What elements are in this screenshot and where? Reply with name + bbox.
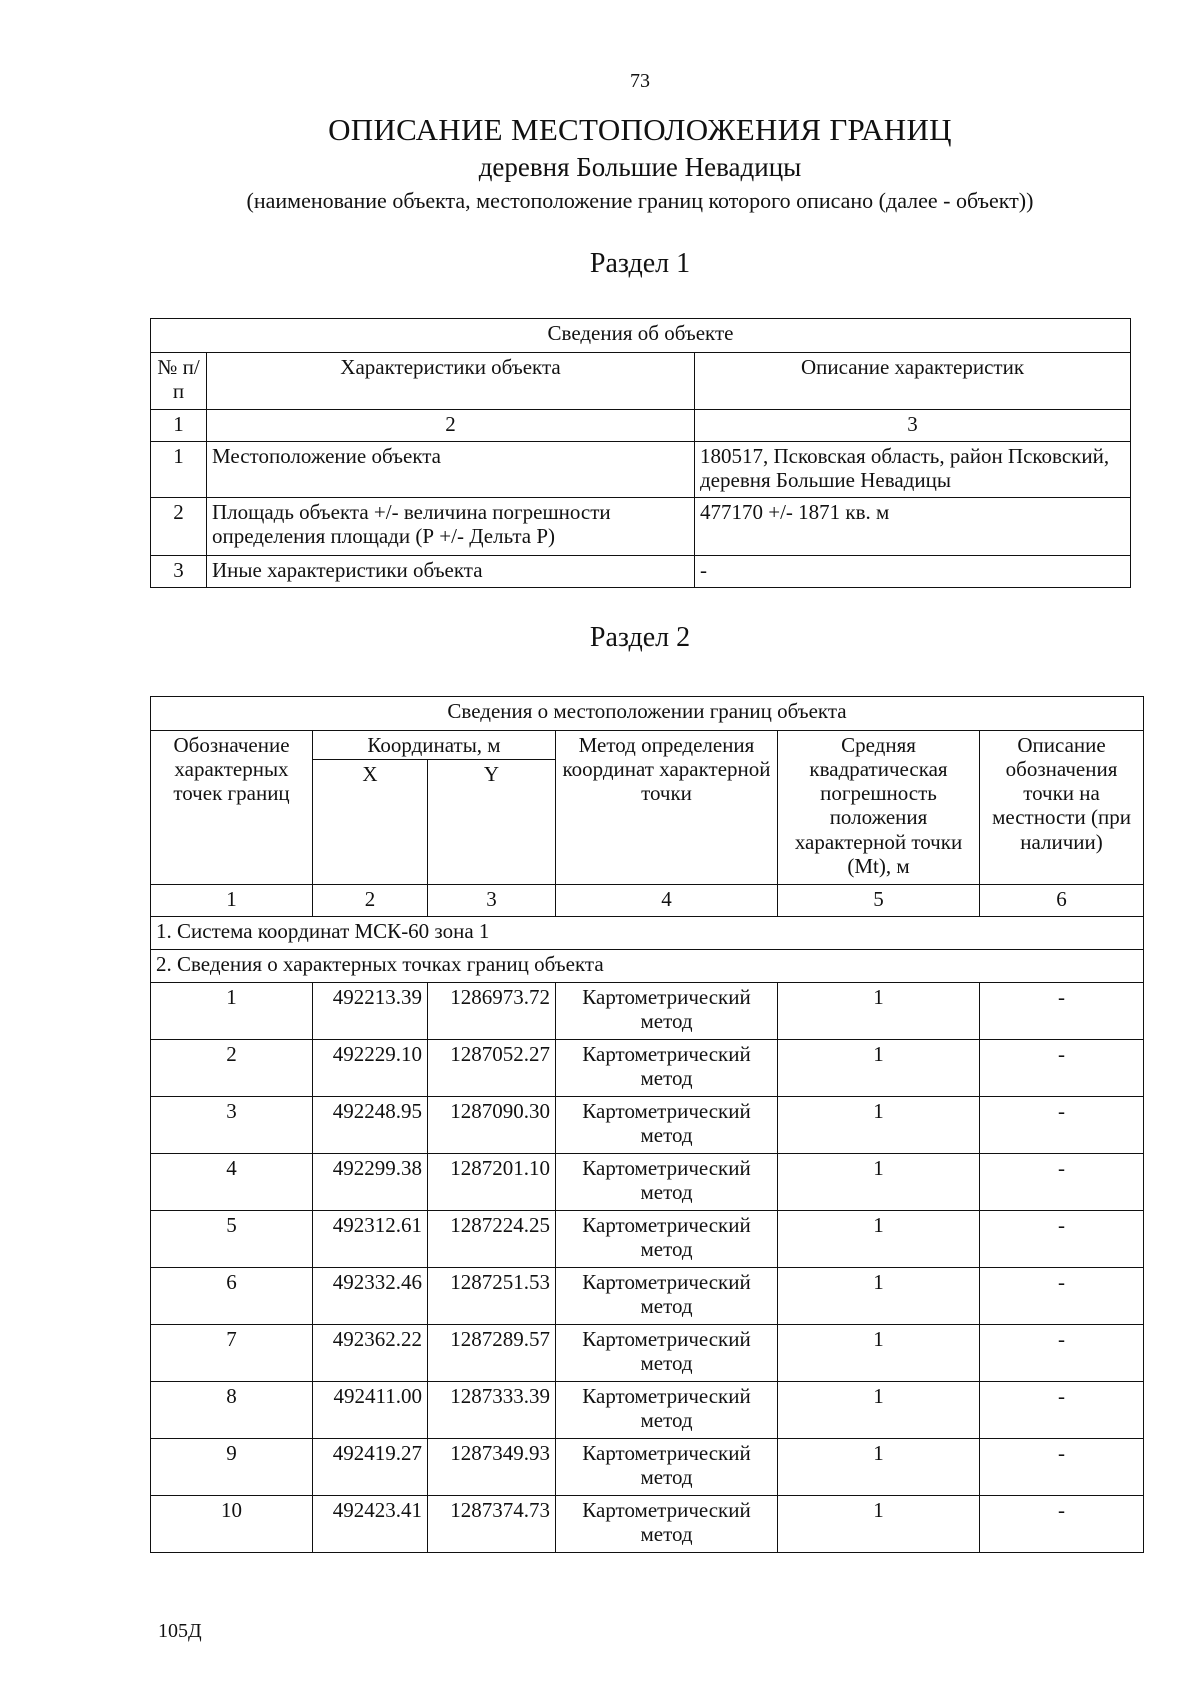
characteristic-value: 180517, Псковская область, район Псковский, деревня Большие Невадицы [695,442,1131,498]
characteristic-name: Местоположение объекта [207,442,695,498]
point-method: Картометрический метод [556,1097,778,1154]
point-number: 3 [151,1097,313,1154]
point-accuracy: 1 [778,1097,980,1154]
point-description: - [980,1040,1144,1097]
point-y: 1287090.30 [428,1097,556,1154]
page-number: 73 [630,70,650,92]
point-accuracy: 1 [778,983,980,1040]
points-caption: 2. Сведения о характерных точках границ объекта [151,950,1144,983]
table-row [151,1097,1144,1154]
point-x: 492362.22 [313,1325,428,1382]
point-accuracy: 1 [778,1325,980,1382]
point-y: 1287224.25 [428,1211,556,1268]
table-row [151,1325,1144,1382]
object-name-note: (наименование объекта, местоположение границ которого описано (далее - объект)) [246,188,1034,213]
point-description: - [980,983,1144,1040]
column-number: 3 [695,410,1131,442]
row-number: 1 [151,442,207,498]
table-row [151,1439,1144,1496]
point-description: - [980,1325,1144,1382]
header-coordinates: Координаты, м [313,731,556,760]
coordinate-system: 1. Система координат МСК-60 зона 1 [151,917,1144,950]
point-y: 1287289.57 [428,1325,556,1382]
column-number: 1 [151,410,207,442]
boundary-points-table [150,696,1144,1553]
point-description: - [980,1496,1144,1553]
point-x: 492213.39 [313,983,428,1040]
column-number: 2 [313,885,428,917]
section-2-heading: Раздел 2 [589,622,691,653]
table-caption: Сведения о местоположении границ объекта [151,697,1144,731]
characteristic-name: Площадь объекта +/- величина погрешности определения площади (Р +/- Дельта Р) [207,498,695,556]
header-description: Описание характеристик [695,353,1131,410]
point-accuracy: 1 [778,1154,980,1211]
header-method: Метод определения координат характерной точки [556,731,778,885]
point-method: Картометрический метод [556,1268,778,1325]
point-method: Картометрический метод [556,1382,778,1439]
characteristic-value: - [695,556,1131,588]
point-description: - [980,1211,1144,1268]
point-description: - [980,1382,1144,1439]
point-number: 5 [151,1211,313,1268]
point-x: 492332.46 [313,1268,428,1325]
point-y: 1287251.53 [428,1268,556,1325]
column-number: 1 [151,885,313,917]
point-accuracy: 1 [778,1268,980,1325]
point-description: - [980,1097,1144,1154]
header-y: Y [428,760,556,885]
header-x: X [313,760,428,885]
point-number: 2 [151,1040,313,1097]
table-row [151,442,1131,498]
footer-code: 105Д [158,1620,202,1642]
header-characteristics: Характеристики объекта [207,353,695,410]
document-title: ОПИСАНИЕ МЕСТОПОЛОЖЕНИЯ ГРАНИЦ [328,112,952,147]
point-x: 492411.00 [313,1382,428,1439]
characteristic-value: 477170 +/- 1871 кв. м [695,498,1131,556]
point-x: 492229.10 [313,1040,428,1097]
table-caption: Сведения об объекте [151,319,1131,353]
point-accuracy: 1 [778,1040,980,1097]
table-row [151,983,1144,1040]
point-y: 1287052.27 [428,1040,556,1097]
table-row [151,1154,1144,1211]
point-method: Картометрический метод [556,1154,778,1211]
header-point-description: Описание обозначения точки на местности (при наличии) [980,731,1144,885]
table-row [151,1040,1144,1097]
table-row [151,556,1131,588]
point-number: 10 [151,1496,313,1553]
point-y: 1286973.72 [428,983,556,1040]
point-y: 1287201.10 [428,1154,556,1211]
point-number: 8 [151,1382,313,1439]
point-method: Картометрический метод [556,1211,778,1268]
table-row [151,1211,1144,1268]
characteristic-name: Иные характеристики объекта [207,556,695,588]
section-1-heading: Раздел 1 [589,248,691,279]
point-method: Картометрический метод [556,1496,778,1553]
point-method: Картометрический метод [556,1439,778,1496]
table-row [151,1382,1144,1439]
column-number: 5 [778,885,980,917]
point-x: 492419.27 [313,1439,428,1496]
point-x: 492423.41 [313,1496,428,1553]
column-number: 2 [207,410,695,442]
point-method: Картометрический метод [556,1040,778,1097]
point-description: - [980,1154,1144,1211]
point-method: Картометрический метод [556,983,778,1040]
column-number: 3 [428,885,556,917]
point-description: - [980,1439,1144,1496]
point-x: 492312.61 [313,1211,428,1268]
object-name: деревня Большие Невадицы [478,152,802,182]
point-y: 1287333.39 [428,1382,556,1439]
row-number: 2 [151,498,207,556]
point-description: - [980,1268,1144,1325]
point-accuracy: 1 [778,1496,980,1553]
point-method: Картометрический метод [556,1325,778,1382]
row-number: 3 [151,556,207,588]
point-accuracy: 1 [778,1211,980,1268]
header-point-designation: Обозначение характерных точек границ [151,731,313,885]
point-y: 1287349.93 [428,1439,556,1496]
point-number: 6 [151,1268,313,1325]
header-accuracy: Средняя квадратическая погрешность положения характерной точки (Mt), м [778,731,980,885]
table-row [151,1268,1144,1325]
point-number: 4 [151,1154,313,1211]
object-info-table [150,318,1131,588]
point-number: 1 [151,983,313,1040]
table-row [151,1496,1144,1553]
point-accuracy: 1 [778,1439,980,1496]
point-x: 492248.95 [313,1097,428,1154]
point-number: 9 [151,1439,313,1496]
point-number: 7 [151,1325,313,1382]
table-row [151,498,1131,556]
header-number: № п/п [151,353,207,410]
point-accuracy: 1 [778,1382,980,1439]
column-number: 6 [980,885,1144,917]
column-number: 4 [556,885,778,917]
point-y: 1287374.73 [428,1496,556,1553]
point-x: 492299.38 [313,1154,428,1211]
